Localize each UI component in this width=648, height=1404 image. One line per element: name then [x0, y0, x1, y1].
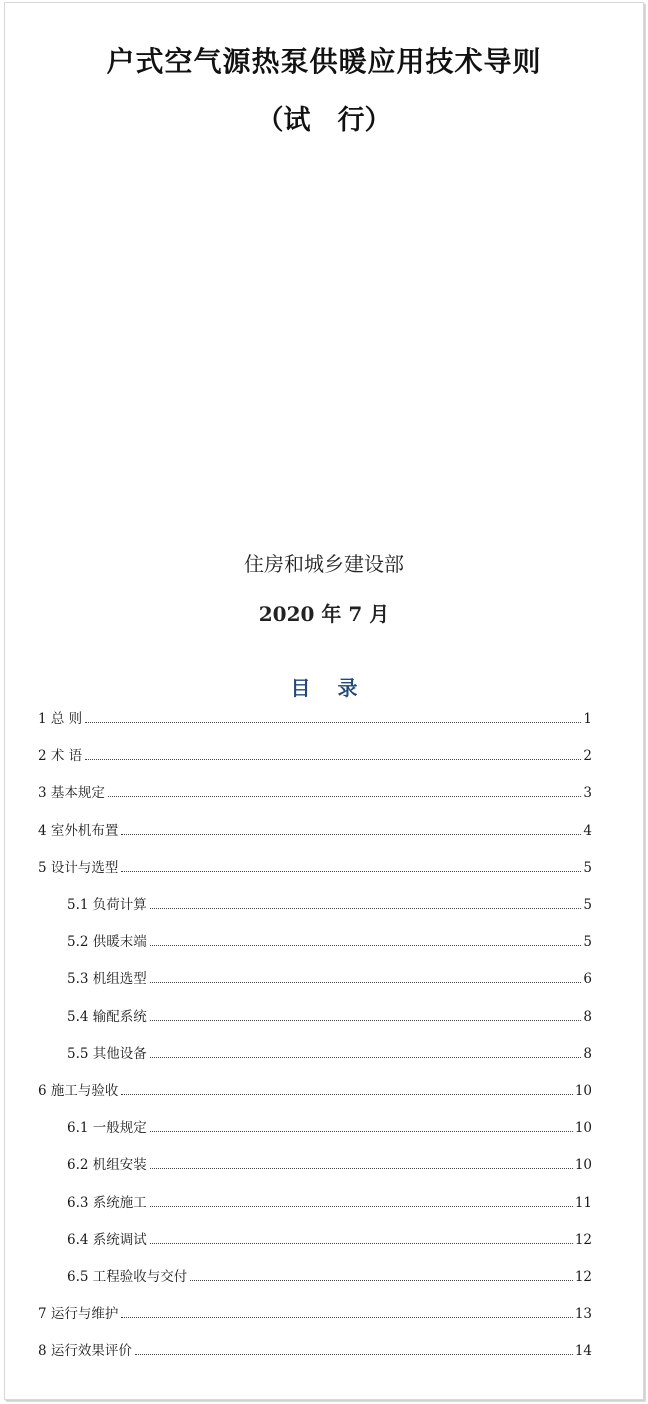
toc-leader-dots	[150, 1242, 573, 1244]
toc-leader-dots	[121, 833, 581, 835]
toc-leader-dots	[150, 907, 582, 909]
toc-entry-label: 8 运行效果评价	[38, 1343, 132, 1359]
toc-leader-dots	[121, 1093, 572, 1095]
toc-leader-dots	[121, 1316, 572, 1318]
toc-entry-page: 5	[583, 897, 592, 913]
toc-entry-label: 7 运行与维护	[38, 1306, 119, 1322]
toc-entry[interactable]	[67, 893, 592, 913]
toc-leader-dots	[150, 1019, 582, 1021]
toc-entry-page: 6	[583, 971, 592, 987]
toc-entry-page: 12	[574, 1232, 592, 1248]
publish-date: 2020 年 7 月	[258, 602, 390, 626]
toc-leader-dots	[150, 1130, 573, 1132]
toc-entry-label: 5.2 供暖末端	[67, 934, 147, 950]
toc-entry-label: 5.4 输配系统	[67, 1009, 147, 1025]
toc-entry-page: 10	[574, 1083, 592, 1099]
toc-entry-label: 6.5 工程验收与交付	[67, 1269, 188, 1285]
toc-entry-page: 10	[574, 1120, 592, 1136]
toc-entry-label: 6.1 一般规定	[67, 1120, 147, 1136]
toc-leader-dots	[135, 1353, 573, 1355]
toc-leader-dots	[150, 1056, 582, 1058]
toc-entry[interactable]	[38, 1302, 592, 1322]
toc-leader-dots	[150, 944, 582, 946]
toc-entry[interactable]	[67, 967, 592, 987]
publisher: 住房和城乡建设部	[244, 552, 404, 576]
toc-entry-page: 13	[574, 1306, 592, 1322]
toc-entry[interactable]	[67, 1228, 592, 1248]
toc-entry-label: 6.2 机组安装	[67, 1157, 147, 1173]
toc-entry-label: 5 设计与选型	[38, 860, 119, 876]
toc-entry-label: 6.4 系统调试	[67, 1232, 147, 1248]
toc-entry-page: 4	[583, 823, 592, 839]
toc-heading: 目 录	[290, 676, 368, 700]
toc-entry[interactable]	[67, 1153, 592, 1173]
toc-entry-label: 2 术 语	[38, 748, 83, 764]
toc-leader-dots	[150, 981, 582, 983]
toc-entry[interactable]	[67, 930, 592, 950]
toc-entry-page: 8	[583, 1046, 592, 1062]
toc-entry[interactable]	[67, 1191, 592, 1211]
toc-leader-dots	[150, 1205, 573, 1207]
toc-entry-label: 1 总 则	[38, 711, 83, 727]
toc-entry[interactable]	[67, 1005, 592, 1025]
toc-entry[interactable]	[38, 1339, 592, 1359]
toc-leader-dots	[108, 795, 582, 797]
toc-entry[interactable]	[38, 819, 592, 839]
toc-entry-page: 10	[574, 1157, 592, 1173]
toc-entry[interactable]	[38, 707, 592, 727]
toc-leader-dots	[150, 1167, 573, 1169]
toc-leader-dots	[121, 870, 581, 872]
toc-entry[interactable]	[38, 856, 592, 876]
toc-entry-page: 12	[574, 1269, 592, 1285]
toc-entry-label: 5.5 其他设备	[67, 1046, 147, 1062]
toc-entry[interactable]	[38, 744, 592, 764]
toc-leader-dots	[85, 721, 581, 723]
toc-entry-page: 5	[583, 860, 592, 876]
toc-entry[interactable]	[67, 1042, 592, 1062]
toc-entry[interactable]	[67, 1265, 592, 1285]
document-title: 户式空气源热泵供暖应用技术导则	[106, 45, 542, 78]
toc-entry[interactable]	[67, 1116, 592, 1136]
toc-entry-page: 8	[583, 1009, 592, 1025]
toc-entry-page: 11	[574, 1195, 592, 1211]
toc-entry-page: 5	[583, 934, 592, 950]
toc-leader-dots	[85, 758, 581, 760]
toc-entry-label: 6.3 系统施工	[67, 1195, 147, 1211]
toc-entry-page: 1	[583, 711, 592, 727]
toc-entry-label: 4 室外机布置	[38, 823, 119, 839]
toc-entry-label: 5.3 机组选型	[67, 971, 147, 987]
toc-entry-page: 2	[583, 748, 592, 764]
toc-leader-dots	[190, 1279, 573, 1281]
document-subtitle: （试 行）	[256, 105, 392, 136]
toc-entry[interactable]	[38, 1079, 592, 1099]
toc-entry[interactable]	[38, 781, 592, 801]
toc-entry-label: 5.1 负荷计算	[67, 897, 147, 913]
toc-entry-label: 3 基本规定	[38, 785, 105, 801]
toc-entry-page: 14	[574, 1343, 592, 1359]
toc-entry-label: 6 施工与验收	[38, 1083, 119, 1099]
toc-entry-page: 3	[583, 785, 592, 801]
